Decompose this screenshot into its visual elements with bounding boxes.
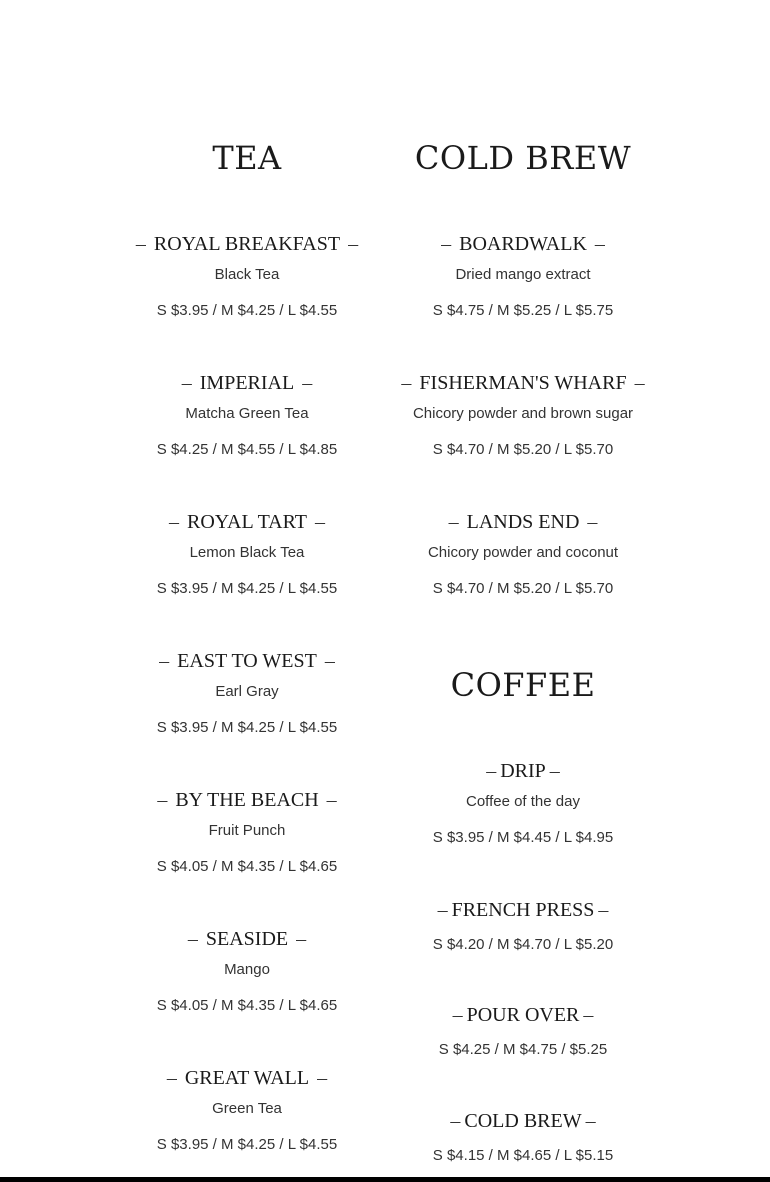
tea-section-title: TEA xyxy=(212,139,282,177)
item-name: FISHERMAN'S WHARF xyxy=(419,372,627,394)
item-name: COLD BREW xyxy=(464,1110,582,1132)
dash-right: – xyxy=(348,233,359,255)
menu-item xyxy=(97,649,397,737)
dash-left: – xyxy=(187,928,198,950)
menu-item xyxy=(373,1109,673,1165)
dash-left: – xyxy=(437,899,448,921)
item-price: S $4.70 / M $5.20 / L $5.70 xyxy=(432,441,614,458)
item-price: S $4.15 / M $4.65 / L $5.15 xyxy=(432,1147,614,1164)
item-name: LANDS END xyxy=(466,511,580,533)
menu-item xyxy=(97,788,397,876)
item-price: S $4.20 / M $4.70 / L $5.20 xyxy=(432,936,614,953)
dash-right: – xyxy=(594,233,605,255)
item-description: Fruit Punch xyxy=(208,822,286,839)
dash-right: – xyxy=(583,1004,594,1026)
dash-left: – xyxy=(450,1110,461,1132)
dash-right: – xyxy=(587,511,598,533)
dash-right: – xyxy=(324,650,335,672)
dash-left: – xyxy=(452,1004,463,1026)
item-name: BOARDWALK xyxy=(459,233,587,255)
item-description: Green Tea xyxy=(212,1100,282,1117)
item-name: GREAT WALL xyxy=(184,1067,310,1089)
item-description: Chicory powder and brown sugar xyxy=(412,405,634,422)
item-price: S $4.05 / M $4.35 / L $4.65 xyxy=(156,858,338,875)
menu-item xyxy=(97,371,397,459)
item-description: Earl Gray xyxy=(215,683,279,700)
menu-item xyxy=(373,1003,673,1059)
item-name: SEASIDE xyxy=(205,928,289,950)
item-price: S $3.95 / M $4.25 / L $4.55 xyxy=(156,719,338,736)
dash-right: – xyxy=(314,511,325,533)
item-name: ROYAL BREAKFAST xyxy=(153,233,341,255)
menu-item xyxy=(373,759,673,847)
dash-left: – xyxy=(401,372,412,394)
item-name: POUR OVER xyxy=(466,1004,580,1026)
cold-brew-section-title: COLD BREW xyxy=(414,139,632,177)
item-description: Black Tea xyxy=(214,266,280,283)
item-name: EAST TO WEST xyxy=(177,650,317,672)
menu-item xyxy=(373,371,673,459)
coffee-section-title: COFFEE xyxy=(450,666,596,704)
menu-item xyxy=(97,232,397,320)
item-price: S $3.95 / M $4.25 / L $4.55 xyxy=(156,580,338,597)
item-name: DRIP xyxy=(500,760,546,782)
menu-item xyxy=(373,510,673,598)
item-description: Mango xyxy=(224,961,270,978)
item-description: Chicory powder and coconut xyxy=(427,544,619,561)
menu-item xyxy=(97,927,397,1015)
item-description: Matcha Green Tea xyxy=(185,405,309,422)
item-description: Lemon Black Tea xyxy=(189,544,305,561)
dash-right: – xyxy=(634,372,645,394)
bottom-edge-bar xyxy=(0,1177,770,1182)
dash-left: – xyxy=(157,789,168,811)
item-price: S $4.70 / M $5.20 / L $5.70 xyxy=(432,580,614,597)
item-name: IMPERIAL xyxy=(199,372,295,394)
item-price: S $3.95 / M $4.25 / L $4.55 xyxy=(156,1136,338,1153)
dash-right: – xyxy=(598,899,609,921)
item-price: S $4.75 / M $5.25 / L $5.75 xyxy=(432,302,614,319)
dash-right: – xyxy=(549,760,560,782)
menu-item xyxy=(97,1066,397,1154)
dash-left: – xyxy=(448,511,459,533)
dash-left: – xyxy=(135,233,146,255)
item-description: Coffee of the day xyxy=(466,793,580,810)
menu-item xyxy=(97,510,397,598)
menu-item xyxy=(373,898,673,954)
item-description: Dried mango extract xyxy=(455,266,591,283)
dash-right: – xyxy=(585,1110,596,1132)
menu-item xyxy=(373,232,673,320)
item-name: FRENCH PRESS xyxy=(451,899,595,921)
item-price: S $3.95 / M $4.45 / L $4.95 xyxy=(432,829,614,846)
dash-left: – xyxy=(159,650,170,672)
dash-left: – xyxy=(169,511,179,533)
item-price: S $4.25 / M $4.75 / $5.25 xyxy=(438,1041,608,1058)
dash-left: – xyxy=(441,233,452,255)
item-price: S $4.05 / M $4.35 / L $4.65 xyxy=(156,997,338,1014)
item-price: S $4.25 / M $4.55 / L $4.85 xyxy=(156,441,338,458)
dash-left: – xyxy=(181,372,192,394)
dash-right: – xyxy=(326,789,337,811)
item-name: BY THE BEACH xyxy=(175,789,319,811)
dash-right: – xyxy=(317,1067,328,1089)
dash-right: – xyxy=(302,372,313,394)
dash-left: – xyxy=(166,1067,177,1089)
dash-left: – xyxy=(486,760,497,782)
dash-right: – xyxy=(296,928,307,950)
item-name: ROYAL TART xyxy=(187,511,307,533)
item-price: S $3.95 / M $4.25 / L $4.55 xyxy=(156,302,338,319)
